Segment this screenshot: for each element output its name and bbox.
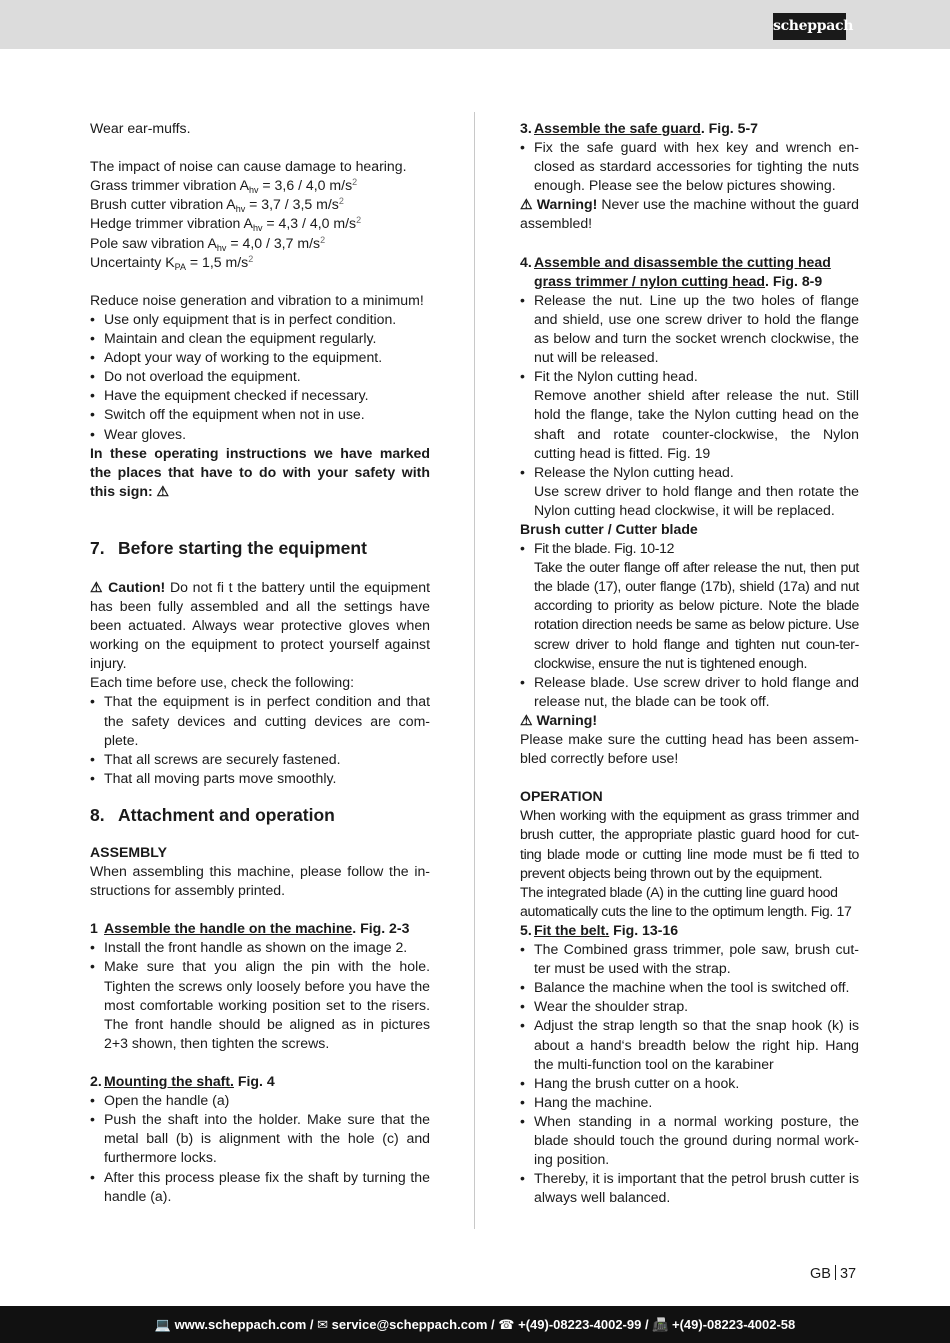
vibration-line: Brush cutter vibration $A_{hv} = 3,7 / 3,5$ $m/s^2$ — [90, 196, 344, 215]
step-2-heading: 2. Mounting the shaft. Fig. 4 — [90, 1073, 275, 1090]
fax-icon: 📠 — [652, 1317, 669, 1332]
section-7-heading: 7. Before starting the equipment — [90, 537, 367, 558]
footer-email[interactable]: service@scheppach.com — [331, 1317, 488, 1332]
list-item: • That all screws are securely fastened. — [90, 750, 430, 769]
each-time-text: Each time before use, check the following: — [90, 674, 355, 691]
list-item: • Release the Nylon cutting head. Use screw driver to hold flange and then rotate the Nylon cutting head clockwise, it will be replaced. — [520, 463, 859, 520]
list-item: • Fit the blade. Fig. 10-12 Take the outer flange off after release the nut, then put the blade (17), outer flange (17b), shield (17a) and nut according to priority as below picture. Note the blade rotation direction needs be same as below picture. Use screw driver to hold flange and tighten nut coun-ter-clockwise, ensure the nut is tightened enough. — [520, 539, 859, 673]
list-item: • Use only equipment that is in perfect condition. — [90, 310, 430, 329]
left-column — [90, 119, 430, 1206]
vibration-line: Pole saw vibration $A_{hv} = 4,0 / 3,7$ $m/s^2$ — [90, 234, 326, 253]
section-8-heading: 8. Attachment and operation — [90, 804, 335, 825]
step-2-list — [90, 1091, 430, 1206]
page-number-value: 37 — [839, 1266, 857, 1282]
footer-website[interactable]: www.scheppach.com — [174, 1317, 307, 1332]
list-item: • Open the handle (a) — [90, 1091, 430, 1110]
blade-list — [520, 539, 859, 711]
list-item: • Have the equipment checked if necessary. — [90, 386, 430, 405]
list-item: • Push the shaft into the holder. Make sure that the metal ball (b) is alignment with the hole (c) and furthermore locks. — [90, 1110, 430, 1167]
list-item: • Fit the Nylon cutting head. Remove another shield after release the nut. Still hold the flange, take the Nylon cutting head on the shaft and rotate counter-clockwise, the Nylon cutting head is fitted. Fig. 19 — [520, 367, 859, 462]
list-item: • That the equipment is in perfect condition and that the safety devices and cutting devices are com-plete. — [90, 692, 430, 749]
list-item: • Release blade. Use screw driver to hold flange and release nut, the blade can be took off. — [520, 673, 859, 711]
step-5-heading: 5. Fit the belt. Fig. 13-16 — [520, 921, 679, 938]
list-item: • Do not overload the equipment. — [90, 367, 430, 386]
list-item: • Fix the safe guard with hex key and wrench en-closed as stardard accessories for tighting the nuts enough. Please see the below pictures showing. — [520, 138, 859, 195]
vibration-line: Hedge trimmer vibration $A_{hv} = 4,3 / 4,0$ $m/s^2$ — [90, 215, 362, 234]
list-item: • Maintain and clean the equipment regularly. — [90, 329, 430, 348]
operation-heading: OPERATION — [520, 788, 603, 805]
step-1-heading: 1 Assemble the handle on the machine. Fig. 2-3 — [90, 920, 410, 937]
list-item: • That all moving parts move smoothly. — [90, 769, 430, 788]
list-item: • Hang the machine. — [520, 1093, 859, 1112]
wear-earmuffs: Wear ear-muffs. — [90, 120, 191, 136]
list-item: • Hang the brush cutter on a hook. — [520, 1074, 859, 1093]
assembly-text: When assembling this machine, please follow the in-structions for assembly printed. — [90, 863, 430, 899]
warning-label: ⚠ Warning! — [520, 196, 598, 213]
uncertainty-line: Uncertainty $K_{PA} = 1,5$ $m/s^2$ — [90, 253, 254, 272]
check-list — [90, 692, 430, 787]
footer-fax: +(49)-08223-4002-58 — [672, 1317, 796, 1332]
list-item: • Adopt your way of working to the equipment. — [90, 348, 430, 367]
warning-text: Please make sure the cutting head has been assem-bled correctly before use! — [520, 731, 859, 767]
step-5-list — [520, 940, 859, 1207]
page-language: GB — [810, 1266, 831, 1282]
list-item: • The Combined grass trimmer, pole saw, brush cut-ter must be used with the strap. — [520, 940, 859, 978]
step-3-heading: 3. Assemble the safe guard. Fig. 5-7 — [520, 120, 759, 136]
vibration-list — [90, 176, 430, 271]
column-divider — [474, 112, 475, 1229]
right-column — [520, 119, 859, 1207]
safety-sign-note: In these operating instructions we have marked the places that have to do with your safety with this sign: ⚠ — [90, 444, 430, 499]
list-item: • When standing in a normal working posture, the blade should touch the ground during normal work-ing position. — [520, 1112, 859, 1169]
brush-cutter-heading: Brush cutter / Cutter blade — [520, 520, 698, 537]
step-3-list — [520, 138, 859, 195]
list-item: • Adjust the strap length so that the snap hook (k) is about a hand‘s breadth below the right hip. Hang the multi-function tool on the karabiner — [520, 1016, 859, 1073]
warning-label: ⚠ Warning! — [520, 711, 598, 728]
reduce-noise: Reduce noise generation and vibration to a minimum! — [90, 291, 424, 308]
footer-bar: 💻 www.scheppach.com / ✉ service@scheppach.com / ☎ +(49)-08223-4002-99 / 📠 +(49)-08223-4002-58 — [0, 1306, 950, 1343]
assembly-heading: ASSEMBLY — [90, 843, 168, 860]
step-1-list — [90, 938, 430, 1053]
reduce-list — [90, 310, 430, 444]
vibration-line: Grass trimmer vibration $A_{hv} = 3,6 / 4,0$ $m/s^2$ — [90, 177, 358, 196]
list-item: • Thereby, it is important that the petrol brush cutter is always well balanced. — [520, 1169, 859, 1207]
step-4-heading: 4. Assemble and disassemble the cutting head grass trimmer / nylon cutting head. Fig. 8-9 — [520, 253, 831, 289]
phone-icon: ☎ — [498, 1317, 515, 1332]
footer-phone: +(49)-08223-4002-99 — [518, 1317, 642, 1332]
list-item: • After this process please fix the shaft by turning the handle (a). — [90, 1168, 430, 1206]
list-item: • Switch off the equipment when not in use. — [90, 405, 430, 424]
list-item: • Wear the shoulder strap. — [520, 997, 859, 1016]
caution-label: ⚠ Caution! — [90, 578, 166, 595]
list-item: • Balance the machine when the tool is switched off. — [520, 978, 859, 997]
list-item: • Make sure that you align the pin with the hole. Tighten the screws only loosely before you have the most comfortable working position set to the risers. The front handle should be aligned as in pictures 2+3 shown, then tighten the screws. — [90, 957, 430, 1052]
integrated-blade-text: The integrated blade (A) in the cutting line guard hood automatically cuts the line to the optimum length. Fig. 17 — [520, 883, 852, 919]
caution-paragraph: ⚠ Caution! Do not fi t the battery until the equipment has been fully assembled and all the settings have been actuated. Always wear protective gloves when working on the equipment to protect yourself against injury. — [90, 578, 430, 672]
page-number — [810, 1265, 856, 1282]
list-item: • Wear gloves. — [90, 425, 430, 444]
warning-guard: ⚠ Warning! Never use the machine without the guard assembled! — [520, 196, 860, 232]
brand-logo: scheppach — [773, 13, 846, 40]
list-item: • Install the front handle as shown on the image 2. — [90, 938, 430, 957]
noise-intro: The impact of noise can cause damage to hearing. — [90, 158, 407, 175]
list-item: • Release the nut. Line up the two holes of flange and shield, use one screw driver to hold the flange as below and turn the socket wrench clockwise, the nut will be released. — [520, 291, 859, 367]
step-4-list — [520, 291, 859, 520]
header-bar — [0, 0, 950, 49]
mail-icon: ✉ — [317, 1317, 329, 1332]
computer-icon: 💻 — [154, 1317, 171, 1332]
operation-text: When working with the equipment as grass trimmer and brush cutter, the appropriate plastic guard hood for cut-ting blade mode or cutting line mode must be fi tted to prevent objects being thrown out by the equipment. — [520, 807, 859, 881]
